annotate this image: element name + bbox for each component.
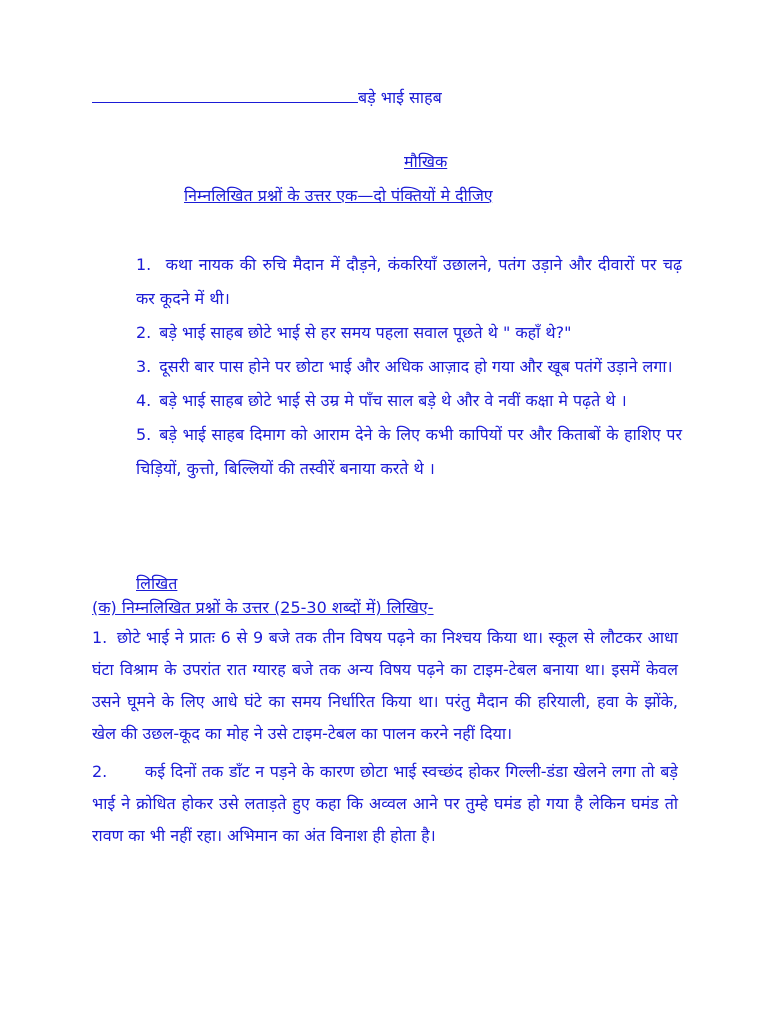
oral-answer-item [136,384,682,418]
written-answer-item [92,622,678,750]
item-text: छोटे भाई ने प्रातः 6 से 9 बजे तक तीन विषय पढ़ने का निश्चय किया था। स्कूल से लौटकर आधा घंटा विश्राम के उपरांत रात ग्यारह बजे तक अन्य विषय पढ़ने का टाइम-टेबल बनाया था। इसमें केवल उसने घूमने के लिए आधे घंटे का समय निर्धारित किया था। परंतु मैदान की हरियाली, हवा के झोंके, खेल की उछल-कूद का मोह ने उसे टाइम-टेबल का पालन करने नहीं दिया। [92,628,678,743]
item-number: 1. [92,628,108,647]
item-number: 3. [136,357,152,376]
oral-instruction: निम्नलिखित प्रश्नों के उत्तर एक—दो पंक्तियों मे दीजिए [184,186,493,205]
item-number: 2. [136,323,152,342]
item-text: दूसरी बार पास होने पर छोटा भाई और अधिक आज़ाद हो गया और खूब पतंगें उड़ाने लगा। [159,357,673,376]
item-number: 1. [136,255,152,274]
item-text: बड़े भाई साहब दिमाग को आराम देने के लिए कभी कापियों पर और किताबों के हाशिए पर चिड़ियों, कुत्तो, बिल्लियों की तस्वीरें बनाया करते थे । [136,425,682,478]
written-answer-list [92,622,678,858]
item-text: बड़े भाई साहब छोटे भाई से उम्र मे पाँच साल बड़े थे और वे नवीं कक्षा मे पढ़ते थे । [159,391,627,410]
title-line [92,86,442,108]
oral-answer-item [136,418,682,486]
oral-answer-item [136,248,682,316]
item-text: कथा नायक की रुचि मैदान में दौड़ने, कंकरियाँ उछालने, पतंग उड़ाने और दीवारों पर चढ़ कर कूदने में थी। [136,255,682,308]
written-answer-item [92,756,678,852]
document-title: बड़े भाई साहब [358,88,442,107]
written-instruction: (क) निम्नलिखित प्रश्नों के उत्तर (25-30 शब्दों में) लिखिए- [92,598,434,617]
oral-answer-list [136,248,682,486]
item-number: 5. [136,425,152,444]
item-text: बड़े भाई साहब छोटे भाई से हर समय पहला सवाल पूछते थे " कहाँ थे?" [159,323,572,342]
written-section-heading: लिखित [136,574,178,593]
name-blank-line [92,88,358,103]
oral-answer-item [136,316,682,350]
item-number: 4. [136,391,152,410]
item-text: कई दिनों तक डाँट न पड़ने के कारण छोटा भाई स्वच्छंद होकर गिल्ली-डंडा खेलने लगा तो बड़े भाई ने क्रोधित होकर उसे लताड़ते हुए कहा कि अव्वल आने पर तुम्हे घमंड हो गया है लेकिन घमंड तो रावण का भी नहीं रहा। अभिमान का अंत विनाश ही होता है। [92,762,678,845]
oral-answer-item [136,350,682,384]
item-number: 2. [92,762,108,781]
oral-section-heading: मौखिक [404,152,448,171]
